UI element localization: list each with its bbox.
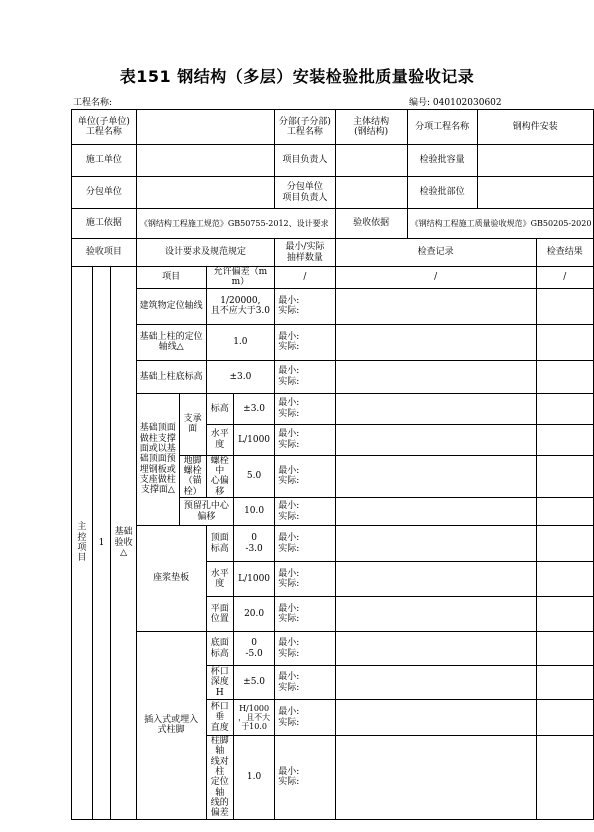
actual-label: 实际: bbox=[278, 579, 300, 590]
row-grout-level-record[interactable] bbox=[335, 562, 536, 597]
row-cup-vert-result[interactable] bbox=[536, 700, 593, 736]
row-cup-depth-sample bbox=[275, 666, 335, 700]
row-grout-level-name: 水平度 bbox=[206, 562, 233, 597]
actual-label: 实际: bbox=[278, 511, 300, 522]
row-axis-sample bbox=[275, 288, 335, 324]
item-name-value: 钢构件安装 bbox=[477, 110, 593, 145]
accept-basis-label: 验收依据 bbox=[335, 209, 407, 239]
page-title: 表151 钢结构（多层）安装检验批质量验收记录 bbox=[119, 67, 475, 86]
manager-label: 项目负责人 bbox=[275, 145, 335, 177]
basis-value: 《钢结构工程施工规范》GB50755-2012、设计要求 bbox=[136, 209, 335, 239]
row-cup-depth-tol: ±5.0 bbox=[233, 666, 274, 700]
batch-capacity-label: 检验批容量 bbox=[407, 145, 477, 177]
row-top-elev-sample bbox=[275, 526, 335, 562]
min-label: 最小: bbox=[278, 295, 300, 306]
row-top-elev-tol: 0 -3.0 bbox=[233, 526, 274, 562]
actual-label: 实际: bbox=[278, 614, 300, 625]
actual-label: 实际: bbox=[278, 543, 300, 554]
min-label: 最小: bbox=[278, 501, 300, 512]
batch-part-label: 检验批部位 bbox=[407, 177, 477, 209]
subdivision-value: 主体结构 (钢结构) bbox=[335, 110, 407, 145]
row-axis-dev-sample bbox=[275, 736, 335, 820]
row-hole-result[interactable] bbox=[536, 498, 593, 526]
row-col-axis-tol: 1.0 bbox=[206, 324, 275, 360]
row-hole-name: 预留孔中心偏移 bbox=[179, 498, 233, 526]
min-label: 最小: bbox=[278, 603, 300, 614]
row-axis-dev-tol: 1.0 bbox=[233, 736, 274, 820]
actual-label: 实际: bbox=[278, 682, 300, 693]
row-axis-record[interactable] bbox=[335, 288, 536, 324]
row-cup-vert-name: 杯口垂 直度 bbox=[206, 700, 233, 736]
accept-basis-value: 《钢结构工程施工质量验收规范》GB50205-2020 bbox=[407, 209, 593, 239]
subdivision-label: 分部(子分部) 工程名称 bbox=[275, 110, 335, 145]
sub-unit-value[interactable] bbox=[136, 177, 274, 209]
support-group: 基础顶面 做柱支撑 面或以基 础顶面预 埋钢板或 支座做柱 支撑面△ bbox=[136, 393, 179, 525]
construct-unit-label: 施工单位 bbox=[72, 145, 137, 177]
row-axis-dev-name: 柱脚轴 线对柱 定位轴 线的偏差 bbox=[206, 736, 233, 820]
row-axis-result[interactable] bbox=[536, 288, 593, 324]
code-label-text: 编号: bbox=[409, 98, 431, 108]
row-col-base-sample bbox=[275, 360, 335, 393]
row-plane-pos-sample bbox=[275, 597, 335, 632]
row-col-base-result[interactable] bbox=[536, 360, 593, 393]
row-levelness-tol: L/1000 bbox=[233, 424, 274, 455]
actual-label: 实际: bbox=[278, 717, 300, 728]
row-cup-depth-result[interactable] bbox=[536, 666, 593, 700]
min-label: 最小: bbox=[278, 429, 300, 440]
project-name-label: 工程名称: bbox=[73, 98, 113, 108]
row-col-axis-sample bbox=[275, 324, 335, 360]
manager-value[interactable] bbox=[335, 145, 407, 177]
grout-pad-group: 座浆垫板 bbox=[136, 526, 206, 632]
row-bottom-elev-sample bbox=[275, 632, 335, 666]
row-plane-pos-result[interactable] bbox=[536, 597, 593, 632]
row-col-base-record[interactable] bbox=[335, 360, 536, 393]
row-grout-level-sample bbox=[275, 562, 335, 597]
cup-footing-group: 插入式或埋入 式柱脚 bbox=[136, 632, 206, 820]
slash-2: / bbox=[335, 267, 536, 289]
min-label: 最小: bbox=[278, 568, 300, 579]
row-col-base-name: 基础上柱底标高 bbox=[136, 360, 206, 393]
row-axis-dev-result[interactable] bbox=[536, 736, 593, 820]
row-plane-pos-record[interactable] bbox=[335, 597, 536, 632]
row-plane-pos-tol: 20.0 bbox=[233, 597, 274, 632]
item-index: 1 bbox=[92, 267, 111, 820]
row-anchor-result[interactable] bbox=[536, 455, 593, 497]
row-col-base-tol: ±3.0 bbox=[206, 360, 275, 393]
batch-part-value[interactable] bbox=[477, 177, 593, 209]
row-bottom-elev-record[interactable] bbox=[335, 632, 536, 666]
acceptance-item-header: 验收项目 bbox=[72, 239, 137, 267]
actual-label: 实际: bbox=[278, 342, 300, 353]
foundation-group: 基础 验收 △ bbox=[111, 267, 137, 820]
min-label: 最小: bbox=[278, 366, 300, 377]
unit-name-label: 单位(子单位) 工程名称 bbox=[72, 110, 137, 145]
row-elevation-record[interactable] bbox=[335, 393, 536, 424]
slash-1: / bbox=[275, 267, 335, 289]
row-elevation-name: 标高 bbox=[206, 393, 233, 424]
min-label: 最小: bbox=[278, 466, 300, 477]
row-top-elev-result[interactable] bbox=[536, 526, 593, 562]
row-plane-pos-name: 平面位置 bbox=[206, 597, 233, 632]
support-surface: 支承 面 bbox=[179, 393, 206, 455]
row-levelness-name: 水平度 bbox=[206, 424, 233, 455]
row-cup-vert-sample bbox=[275, 700, 335, 736]
row-hole-sample bbox=[275, 498, 335, 526]
min-label: 最小: bbox=[278, 331, 300, 342]
anchor-bolt-label: 地脚 螺栓 （锚 栓） bbox=[179, 455, 206, 497]
row-anchor-name: 螺栓中 心偏移 bbox=[206, 455, 233, 497]
row-bottom-elev-result[interactable] bbox=[536, 632, 593, 666]
check-record-header: 检查记录 bbox=[335, 239, 536, 267]
actual-label: 实际: bbox=[278, 376, 300, 387]
construct-unit-value[interactable] bbox=[136, 145, 274, 177]
row-hole-tol: 10.0 bbox=[233, 498, 274, 526]
row-elevation-result[interactable] bbox=[536, 393, 593, 424]
row-levelness-result[interactable] bbox=[536, 424, 593, 455]
actual-label: 实际: bbox=[278, 648, 300, 659]
actual-label: 实际: bbox=[278, 306, 300, 317]
row-col-axis-record[interactable] bbox=[335, 324, 536, 360]
row-anchor-tol: 5.0 bbox=[233, 455, 274, 497]
row-top-elev-name: 顶面标高 bbox=[206, 526, 233, 562]
row-levelness-sample bbox=[275, 424, 335, 455]
row-axis-name: 建筑物定位轴线 bbox=[136, 288, 206, 324]
row-elevation-tol: ±3.0 bbox=[233, 393, 274, 424]
min-label: 最小: bbox=[278, 707, 300, 718]
actual-label: 实际: bbox=[278, 408, 300, 419]
row-cup-depth-name: 杯口 深度H bbox=[206, 666, 233, 700]
unit-name-value[interactable] bbox=[136, 110, 274, 145]
row-axis-dev-record[interactable] bbox=[335, 736, 536, 820]
row-bottom-elev-tol: 0 -5.0 bbox=[233, 632, 274, 666]
sub-unit-label: 分包单位 bbox=[72, 177, 137, 209]
row-cup-depth-record[interactable] bbox=[335, 666, 536, 700]
row-cup-vert-record[interactable] bbox=[335, 700, 536, 736]
min-label: 最小: bbox=[278, 672, 300, 683]
min-label: 最小: bbox=[278, 533, 300, 544]
acceptance-table bbox=[71, 109, 594, 820]
row-grout-level-result[interactable] bbox=[536, 562, 593, 597]
row-axis-tol: 1/20000, 且不应大于3.0 bbox=[206, 288, 275, 324]
actual-label: 实际: bbox=[278, 476, 300, 487]
sub-manager-label: 分包单位 项目负责人 bbox=[275, 177, 335, 209]
actual-label: 实际: bbox=[278, 777, 300, 788]
row-cup-vert-tol: H/1000 ，且不大 于10.0 bbox=[233, 700, 274, 736]
row-bottom-elev-name: 底面标高 bbox=[206, 632, 233, 666]
row-elevation-sample bbox=[275, 393, 335, 424]
min-label: 最小: bbox=[278, 638, 300, 649]
tolerance-subheader: 允许偏差（mm） bbox=[206, 267, 275, 289]
min-label: 最小: bbox=[278, 398, 300, 409]
basis-label: 施工依据 bbox=[72, 209, 137, 239]
row-hole-record[interactable] bbox=[335, 498, 536, 526]
row-levelness-record[interactable] bbox=[335, 424, 536, 455]
row-anchor-sample bbox=[275, 455, 335, 497]
sub-manager-value[interactable] bbox=[335, 177, 407, 209]
row-col-axis-name: 基础上柱的定位 轴线△ bbox=[136, 324, 206, 360]
row-grout-level-tol: L/1000 bbox=[233, 562, 274, 597]
slash-3: / bbox=[536, 267, 593, 289]
row-top-elev-record[interactable] bbox=[335, 526, 536, 562]
row-col-axis-result[interactable] bbox=[536, 324, 593, 360]
batch-capacity-value[interactable] bbox=[477, 145, 593, 177]
actual-label: 实际: bbox=[278, 439, 300, 450]
main-control-label: 主 控 项 目 bbox=[72, 267, 93, 820]
min-label: 最小: bbox=[278, 767, 300, 778]
code-label bbox=[409, 95, 502, 108]
check-result-header: 检查结果 bbox=[536, 239, 593, 267]
row-anchor-record[interactable] bbox=[335, 455, 536, 497]
min-sample-header: 最小/实际 抽样数量 bbox=[275, 239, 335, 267]
design-req-header: 设计要求及规范规定 bbox=[136, 239, 274, 267]
item-subheader: 项目 bbox=[136, 267, 206, 289]
code-value: 040102030602 bbox=[432, 98, 502, 108]
item-name-label: 分项工程名称 bbox=[407, 110, 477, 145]
